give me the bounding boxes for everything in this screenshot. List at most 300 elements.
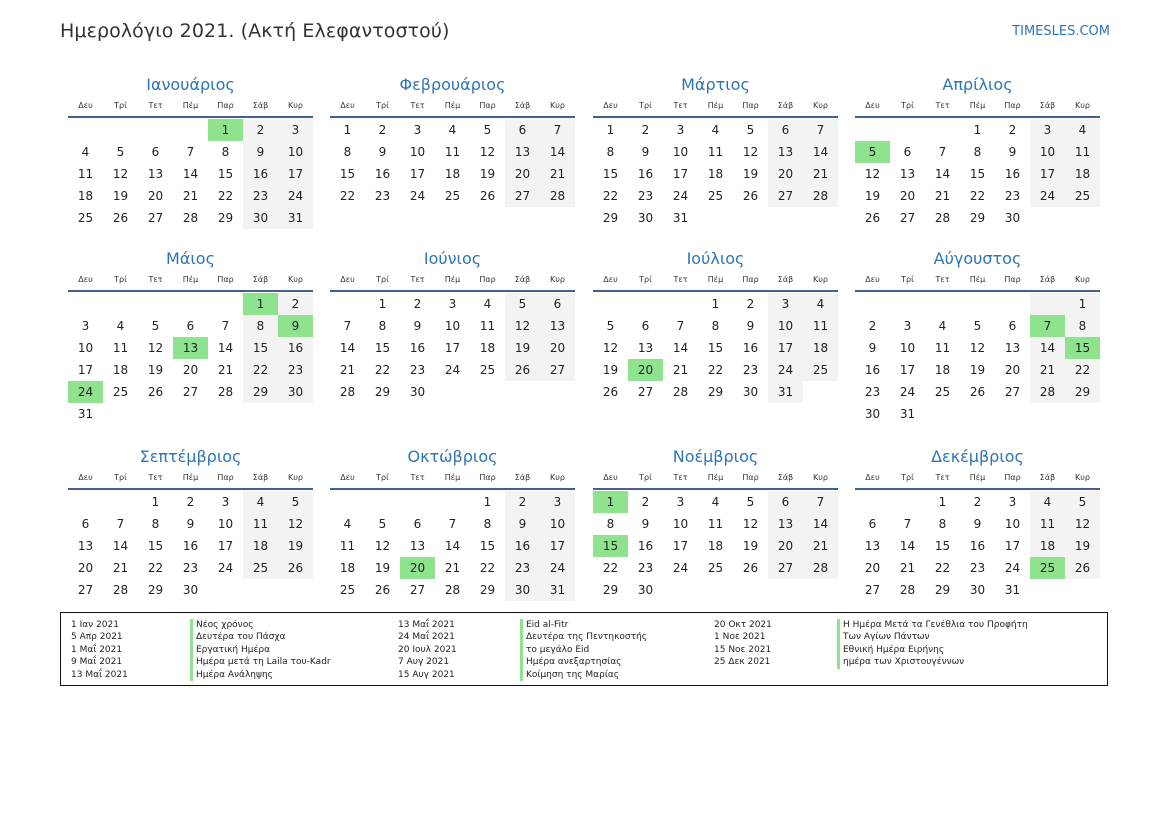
month-name: Μάιος — [166, 249, 215, 268]
day-cell: 14 — [540, 141, 575, 163]
weekday-label: Τετ — [935, 101, 950, 110]
day-cell: 18 — [479, 341, 496, 355]
legend-holiday-name: ημέρα των Χριστουγέννων — [837, 656, 1028, 668]
day-cell: 19 — [602, 363, 619, 377]
day-cell: 3 — [1030, 119, 1065, 141]
weekday-label: Τρί — [639, 101, 652, 110]
day-cell: 22 — [374, 363, 391, 377]
weekday-label: Τετ — [148, 473, 163, 482]
day-cell: 16 — [969, 539, 986, 553]
day-cell: 14 — [217, 341, 234, 355]
day-cell: 2 — [641, 495, 650, 509]
legend-holiday-name: Εθνική Ημέρα Ειρήνης — [837, 644, 1028, 656]
day-grid — [855, 293, 1100, 425]
day-cell: 26 — [479, 189, 496, 203]
month-block — [330, 74, 575, 207]
empty-cell — [890, 491, 925, 513]
weekday-label: Τετ — [673, 473, 688, 482]
day-cell: 20 — [768, 535, 803, 557]
day-cell: 25 — [112, 385, 129, 399]
day-cell: 12 — [147, 341, 164, 355]
holiday-day-cell: 1 — [208, 119, 243, 141]
day-cell: 31 — [1004, 583, 1021, 597]
weekday-label: Σάβ — [777, 473, 794, 482]
day-cell: 28 — [540, 185, 575, 207]
day-cell: 9 — [641, 517, 650, 531]
weekday-label: Τρί — [639, 473, 652, 482]
day-cell: 9 — [868, 341, 877, 355]
day-cell: 28 — [112, 583, 129, 597]
day-cell: 21 — [934, 189, 951, 203]
day-cell: 12 — [742, 517, 759, 531]
day-cell: 19 — [112, 189, 129, 203]
day-cell: 19 — [147, 363, 164, 377]
day-cell: 16 — [278, 337, 313, 359]
empty-cell — [663, 293, 698, 315]
day-cell: 11 — [934, 341, 951, 355]
day-cell: 7 — [540, 119, 575, 141]
legend-holiday-name: Ημέρα ανεξαρτησίας — [520, 656, 647, 668]
day-cell: 14 — [803, 141, 838, 163]
day-cell: 24 — [444, 363, 461, 377]
weekday-label: Δευ — [865, 275, 880, 284]
empty-cell — [960, 293, 995, 315]
day-cell: 24 — [672, 561, 689, 575]
weekday-label: Τετ — [935, 473, 950, 482]
month-block — [593, 446, 838, 601]
weekday-label: Δευ — [603, 473, 618, 482]
month-name: Απρίλιος — [942, 75, 1013, 94]
day-cell: 26 — [602, 385, 619, 399]
day-cell: 27 — [768, 557, 803, 579]
empty-cell — [103, 293, 138, 315]
legend-date: 1 Μαΐ 2021 — [71, 644, 123, 655]
day-cell: 3 — [413, 123, 422, 137]
day-cell: 11 — [479, 319, 496, 333]
day-cell: 5 — [116, 145, 125, 159]
empty-cell — [365, 491, 400, 513]
day-cell: 12 — [112, 167, 129, 181]
day-cell: 10 — [540, 513, 575, 535]
day-cell: 8 — [1065, 315, 1100, 337]
weekday-label: Κυρ — [1075, 473, 1090, 482]
weekday-label: Σάβ — [514, 275, 531, 284]
month-name: Μάρτιος — [681, 75, 750, 94]
empty-cell — [330, 293, 365, 315]
day-cell: 3 — [676, 123, 685, 137]
empty-cell — [68, 491, 103, 513]
day-cell: 27 — [864, 583, 881, 597]
day-cell: 21 — [540, 163, 575, 185]
holiday-day-cell: 9 — [278, 315, 313, 337]
weekday-label: Πέμ — [182, 101, 199, 110]
day-cell: 29 — [934, 583, 951, 597]
weekday-label: Σάβ — [1039, 473, 1056, 482]
day-cell: 15 — [934, 539, 951, 553]
day-cell: 30 — [409, 385, 426, 399]
day-cell: 10 — [77, 341, 94, 355]
day-cell: 1 — [483, 495, 492, 509]
day-cell: 20 — [182, 363, 199, 377]
month-name: Δεκέμβριος — [931, 447, 1024, 466]
weekday-label: Σάβ — [514, 101, 531, 110]
weekday-label: Τετ — [673, 101, 688, 110]
legend-date: 20 Οκτ 2021 — [714, 620, 772, 630]
day-cell: 15 — [707, 341, 724, 355]
day-cell: 1 — [938, 495, 947, 509]
weekday-label: Πέμ — [444, 275, 461, 284]
day-cell: 18 — [934, 363, 951, 377]
day-cell: 24 — [540, 557, 575, 579]
day-cell: 15 — [339, 167, 356, 181]
empty-cell — [173, 293, 208, 315]
legend-holiday-name: Δευτέρα της Πεντηκοστής — [520, 631, 647, 643]
day-cell: 12 — [374, 539, 391, 553]
weekday-label: Παρ — [1004, 473, 1021, 482]
day-cell: 16 — [374, 167, 391, 181]
day-cell: 22 — [602, 189, 619, 203]
month-block — [593, 248, 838, 403]
day-cell: 8 — [243, 315, 278, 337]
day-cell: 22 — [147, 561, 164, 575]
day-cell: 2 — [186, 495, 195, 509]
day-cell: 2 — [378, 123, 387, 137]
holiday-day-cell: 5 — [855, 141, 890, 163]
weekday-label: Παρ — [1004, 275, 1021, 284]
day-cell: 24 — [409, 189, 426, 203]
day-cell: 12 — [864, 167, 881, 181]
day-cell: 1 — [151, 495, 160, 509]
day-cell: 16 — [243, 163, 278, 185]
day-cell: 30 — [864, 407, 881, 421]
day-cell: 3 — [676, 495, 685, 509]
weekday-label: Τετ — [673, 275, 688, 284]
day-cell: 6 — [81, 517, 90, 531]
day-cell: 31 — [278, 207, 313, 229]
weekday-label: Πέμ — [444, 473, 461, 482]
day-cell: 14 — [112, 539, 129, 553]
day-cell: 29 — [479, 583, 496, 597]
day-cell: 18 — [1030, 535, 1065, 557]
day-cell: 22 — [339, 189, 356, 203]
day-cell: 27 — [1004, 385, 1021, 399]
day-cell: 17 — [77, 363, 94, 377]
day-cell: 7 — [186, 145, 195, 159]
day-cell: 6 — [641, 319, 650, 333]
empty-cell — [628, 293, 663, 315]
weekday-label: Δευ — [603, 101, 618, 110]
day-cell: 12 — [505, 315, 540, 337]
weekday-label: Τρί — [901, 275, 914, 284]
day-cell: 10 — [444, 319, 461, 333]
day-cell: 26 — [278, 557, 313, 579]
day-cell: 9 — [1008, 145, 1017, 159]
day-cell: 10 — [217, 517, 234, 531]
weekday-header — [593, 99, 838, 113]
weekday-label: Σάβ — [252, 275, 269, 284]
weekday-label: Τρί — [114, 101, 127, 110]
legend-date: 15 Νοε 2021 — [714, 644, 772, 655]
day-cell: 7 — [903, 517, 912, 531]
weekday-label: Κυρ — [813, 101, 828, 110]
weekday-header — [855, 471, 1100, 485]
legend-holiday-name: Η Ημέρα Μετά τα Γενέθλια του Προφήτη — [837, 619, 1028, 631]
weekday-label: Παρ — [742, 275, 759, 284]
legend-date: 25 Δεκ 2021 — [714, 657, 771, 668]
day-cell: 21 — [1030, 359, 1065, 381]
day-cell: 28 — [899, 583, 916, 597]
day-cell: 29 — [374, 385, 391, 399]
day-cell: 30 — [182, 583, 199, 597]
legend-date-column — [398, 619, 457, 681]
day-cell: 7 — [803, 119, 838, 141]
holiday-day-cell: 13 — [173, 337, 208, 359]
day-cell: 3 — [81, 319, 90, 333]
day-cell: 28 — [217, 385, 234, 399]
day-cell: 10 — [1030, 141, 1065, 163]
holiday-day-cell: 20 — [628, 359, 663, 381]
day-cell: 9 — [641, 145, 650, 159]
legend-holiday-name: Των Αγίων Πάντων — [837, 631, 1028, 643]
day-cell: 27 — [505, 185, 540, 207]
day-cell: 13 — [77, 539, 94, 553]
months-grid — [68, 74, 1103, 604]
day-cell: 2 — [973, 495, 982, 509]
month-name: Νοέμβριος — [672, 447, 759, 466]
month-block — [68, 248, 313, 425]
day-grid — [68, 119, 313, 229]
day-cell: 6 — [1008, 319, 1017, 333]
day-cell: 4 — [483, 297, 492, 311]
day-cell: 24 — [672, 189, 689, 203]
day-cell: 26 — [505, 359, 540, 381]
weekday-label: Κυρ — [1075, 275, 1090, 284]
weekday-label: Πέμ — [707, 101, 724, 110]
day-cell: 3 — [221, 495, 230, 509]
month-name: Σεπτέμβριος — [139, 447, 242, 466]
day-cell: 14 — [1030, 337, 1065, 359]
weekday-label: Σάβ — [252, 101, 269, 110]
weekday-label: Τρί — [376, 473, 389, 482]
day-cell: 9 — [378, 145, 387, 159]
day-cell: 21 — [672, 363, 689, 377]
day-cell: 3 — [448, 297, 457, 311]
day-grid — [593, 491, 838, 601]
legend-date: 1 Ιαν 2021 — [71, 620, 119, 630]
day-cell: 21 — [182, 189, 199, 203]
weekday-label: Δευ — [78, 101, 93, 110]
day-cell: 15 — [374, 341, 391, 355]
day-cell: 24 — [1030, 185, 1065, 207]
day-cell: 18 — [77, 189, 94, 203]
day-cell: 14 — [899, 539, 916, 553]
day-cell: 6 — [151, 145, 160, 159]
day-cell: 21 — [803, 163, 838, 185]
site-link[interactable]: TIMESLES.COM — [1012, 24, 1110, 39]
day-cell: 22 — [1065, 359, 1100, 381]
day-cell: 27 — [637, 385, 654, 399]
day-cell: 7 — [938, 145, 947, 159]
day-cell: 15 — [479, 539, 496, 553]
weekday-label: Τετ — [410, 473, 425, 482]
month-block — [68, 74, 313, 229]
day-cell: 11 — [444, 145, 461, 159]
month-divider — [68, 488, 313, 490]
weekday-label: Δευ — [865, 473, 880, 482]
day-cell: 16 — [182, 539, 199, 553]
day-cell: 5 — [278, 491, 313, 513]
holiday-day-cell: 7 — [1030, 315, 1065, 337]
holiday-legend — [60, 612, 1108, 686]
month-name: Ιούλιος — [686, 249, 745, 268]
legend-name-column — [837, 619, 1028, 669]
day-cell: 1 — [343, 123, 352, 137]
weekday-header — [855, 99, 1100, 113]
day-cell: 3 — [278, 119, 313, 141]
legend-name-column — [520, 619, 647, 681]
day-grid — [330, 491, 575, 601]
day-grid — [593, 119, 838, 229]
day-cell: 7 — [116, 517, 125, 531]
weekday-header — [330, 273, 575, 287]
weekday-label: Τρί — [639, 275, 652, 284]
day-cell: 30 — [505, 579, 540, 601]
day-cell: 19 — [969, 363, 986, 377]
day-cell: 23 — [1004, 189, 1021, 203]
day-cell: 23 — [374, 189, 391, 203]
empty-cell — [890, 293, 925, 315]
day-cell: 19 — [742, 167, 759, 181]
day-cell: 30 — [742, 385, 759, 399]
empty-cell — [68, 119, 103, 141]
day-cell: 19 — [479, 167, 496, 181]
month-name: Αύγουστος — [933, 249, 1022, 268]
weekday-label: Πέμ — [182, 473, 199, 482]
weekday-label: Παρ — [479, 275, 496, 284]
day-cell: 22 — [217, 189, 234, 203]
day-cell: 16 — [409, 341, 426, 355]
legend-date: 15 Αυγ 2021 — [398, 669, 455, 680]
day-cell: 18 — [1065, 163, 1100, 185]
month-name: Ιανουάριος — [146, 75, 235, 94]
day-cell: 12 — [602, 341, 619, 355]
day-cell: 13 — [864, 539, 881, 553]
day-cell: 29 — [602, 583, 619, 597]
day-cell: 8 — [483, 517, 492, 531]
day-cell: 28 — [182, 211, 199, 225]
day-cell: 3 — [540, 491, 575, 513]
empty-cell — [68, 293, 103, 315]
day-cell: 8 — [151, 517, 160, 531]
day-cell: 17 — [899, 363, 916, 377]
weekday-label: Σάβ — [252, 473, 269, 482]
day-cell: 22 — [969, 189, 986, 203]
day-cell: 2 — [413, 297, 422, 311]
day-cell: 1 — [973, 123, 982, 137]
day-cell: 2 — [243, 119, 278, 141]
legend-date: 1 Νοε 2021 — [714, 632, 766, 643]
empty-cell — [890, 119, 925, 141]
day-cell: 16 — [1004, 167, 1021, 181]
day-cell: 29 — [217, 211, 234, 225]
day-cell: 31 — [540, 579, 575, 601]
day-cell: 22 — [934, 561, 951, 575]
weekday-label: Παρ — [742, 473, 759, 482]
legend-date: 9 Μαΐ 2021 — [71, 657, 123, 668]
day-cell: 2 — [278, 293, 313, 315]
day-cell: 26 — [742, 189, 759, 203]
day-cell: 13 — [637, 341, 654, 355]
day-cell: 28 — [444, 583, 461, 597]
day-grid — [855, 119, 1100, 229]
day-cell: 30 — [1004, 211, 1021, 225]
weekday-label: Τετ — [935, 275, 950, 284]
legend-date: 20 Ιουλ 2021 — [398, 644, 457, 655]
day-cell: 28 — [672, 385, 689, 399]
legend-holiday-name: Κοίμηση της Μαρίας — [520, 669, 647, 681]
day-cell: 7 — [221, 319, 230, 333]
day-cell: 23 — [409, 363, 426, 377]
day-cell: 13 — [147, 167, 164, 181]
day-cell: 7 — [676, 319, 685, 333]
weekday-header — [855, 273, 1100, 287]
day-grid — [330, 293, 575, 403]
weekday-label: Κυρ — [288, 473, 303, 482]
day-cell: 9 — [746, 319, 755, 333]
holiday-day-cell: 15 — [1065, 337, 1100, 359]
empty-cell — [138, 293, 173, 315]
weekday-label: Τρί — [901, 101, 914, 110]
weekday-label: Τρί — [114, 473, 127, 482]
day-cell: 23 — [742, 363, 759, 377]
weekday-header — [68, 471, 313, 485]
weekday-label: Δευ — [78, 473, 93, 482]
day-cell: 28 — [803, 557, 838, 579]
day-cell: 10 — [672, 145, 689, 159]
month-divider — [855, 488, 1100, 490]
day-cell: 11 — [707, 517, 724, 531]
legend-date-column — [71, 619, 128, 681]
legend-date: 13 Μαΐ 2021 — [71, 669, 128, 680]
day-cell: 18 — [803, 337, 838, 359]
day-cell: 11 — [1065, 141, 1100, 163]
day-cell: 25 — [707, 561, 724, 575]
day-cell: 12 — [1065, 513, 1100, 535]
month-divider — [330, 116, 575, 118]
day-cell: 11 — [243, 513, 278, 535]
weekday-label: Κυρ — [813, 275, 828, 284]
day-cell: 26 — [112, 211, 129, 225]
day-grid — [593, 293, 838, 403]
weekday-label: Σάβ — [777, 101, 794, 110]
weekday-label: Δευ — [340, 101, 355, 110]
day-cell: 30 — [637, 211, 654, 225]
weekday-label: Κυρ — [1075, 101, 1090, 110]
day-cell: 16 — [505, 535, 540, 557]
empty-cell — [103, 491, 138, 513]
day-cell: 19 — [1065, 535, 1100, 557]
day-cell: 11 — [339, 539, 356, 553]
day-cell: 17 — [540, 535, 575, 557]
month-name: Ιούνιος — [423, 249, 482, 268]
month-divider — [855, 290, 1100, 292]
month-block — [68, 446, 313, 601]
day-grid — [330, 119, 575, 207]
day-cell: 1 — [606, 123, 615, 137]
day-cell: 20 — [899, 189, 916, 203]
day-cell: 15 — [602, 167, 619, 181]
day-cell: 22 — [602, 561, 619, 575]
